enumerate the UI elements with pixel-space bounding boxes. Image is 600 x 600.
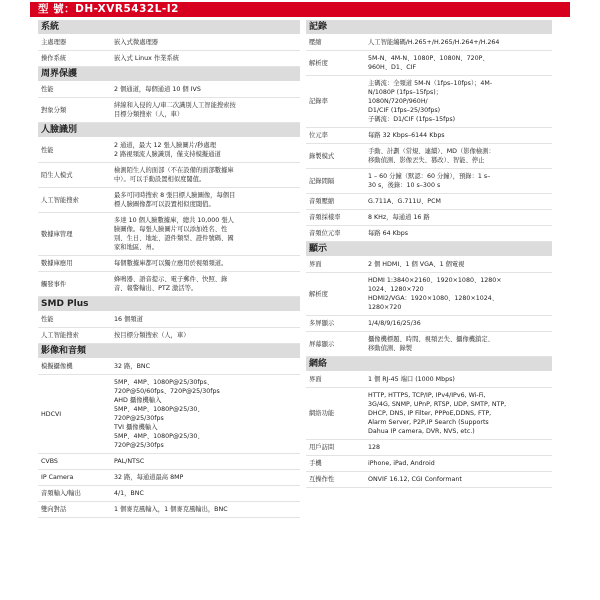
spec-row xyxy=(38,359,300,375)
spec-row xyxy=(38,188,300,213)
spec-label: 觸發事件 xyxy=(41,280,67,288)
spec-label: 解析度 xyxy=(309,59,328,67)
section-header: 網絡 xyxy=(306,357,552,371)
spec-value: 最多可同時搜索 8 張目標人臉圖像，每個目 標人臉圖像都可以設置相似度閾值。 xyxy=(114,192,236,208)
spec-row xyxy=(38,213,300,256)
spec-row xyxy=(306,316,552,332)
spec-label: 位元率 xyxy=(309,132,328,139)
spec-value: G.711A、G.711U、PCM xyxy=(368,198,441,205)
spec-value: 32 路，BNC xyxy=(114,363,151,370)
spec-value: 1 個麥克風輸入，1 個麥克風輸出，BNC xyxy=(114,506,228,513)
section-header: SMD Plus xyxy=(38,297,300,311)
spec-label: 陌生人模式 xyxy=(41,171,73,179)
spec-value: 5M-N、4M-N、1080P、1080N、720P、 960H、D1、CIF xyxy=(368,55,489,71)
spec-label: 性能 xyxy=(41,146,54,154)
spec-row xyxy=(306,472,552,488)
spec-label: HDCVI xyxy=(41,410,62,418)
spec-label: 界面 xyxy=(309,376,322,383)
spec-row xyxy=(306,76,552,128)
spec-label: 錄製模式 xyxy=(309,152,335,160)
spec-row xyxy=(306,388,552,440)
spec-row xyxy=(38,82,300,98)
spec-value: 攝像機標題、時間、視頻丟失、攝像機鎖定、 移動偵測、錄製 xyxy=(368,336,494,352)
spec-label: 操作系統 xyxy=(41,55,67,62)
section-header: 顯示 xyxy=(306,242,552,256)
spec-value: 嵌入式 Linux 作業系統 xyxy=(114,55,180,62)
spec-value: 嵌入式微處理器 xyxy=(114,39,159,46)
spec-row xyxy=(38,51,300,67)
spec-row xyxy=(38,502,300,518)
spec-value: iPhone, iPad, Android xyxy=(368,460,435,467)
spec-row xyxy=(38,272,300,297)
spec-label: 手機 xyxy=(309,460,322,467)
spec-row xyxy=(306,456,552,472)
section-header: 人臉識別 xyxy=(38,123,300,137)
spec-label: 性能 xyxy=(41,86,54,93)
spec-row xyxy=(38,98,300,123)
spec-row xyxy=(306,169,552,194)
spec-value: 手動、計劃（常規、連續）、MD（影像檢測： 移動偵測、影像丟失、篡改）、智能、停止 xyxy=(368,148,495,164)
spec-label: 人工智能搜索 xyxy=(41,196,79,204)
spec-row xyxy=(38,328,300,344)
spec-row xyxy=(38,35,300,51)
spec-row xyxy=(38,454,300,470)
spec-value: HTTP, HTTPS, TCP/IP, IPv4/IPv6, Wi-Fi, 3G/4G, SNMP, UPnP, RTSP, UDP, SMTP, NTP, DHCP, DNS, IP Filter, PPPoE,DDNS, FTP, Alarm Server, P2P,IP Search (Supports Dahua IP camera, DVR, NVS, etc.) xyxy=(368,392,507,435)
spec-row xyxy=(306,273,552,316)
spec-label: 互操作性 xyxy=(309,476,335,483)
spec-row xyxy=(38,486,300,502)
spec-label: 模擬攝像機 xyxy=(41,363,73,370)
spec-row xyxy=(306,226,552,242)
spec-value: 每個數據庫都可以獨立應用於視頻頻道。 xyxy=(114,260,228,267)
spec-label: 界面 xyxy=(309,261,322,268)
right-column xyxy=(306,20,552,488)
spec-label: 數據庫管理 xyxy=(41,230,73,238)
section-header: 周界保護 xyxy=(38,67,300,81)
spec-value: 128 xyxy=(368,444,381,451)
spec-value: 4/1，BNC xyxy=(114,490,144,497)
section-header: 記錄 xyxy=(306,20,552,34)
spec-value: 檢測陌生人的面部（不在設備的面部數據庫 中）。可以手動設置相似度閾值。 xyxy=(114,167,234,183)
spec-row xyxy=(38,163,300,188)
spec-value: 8 KHz，每通道 16 路 xyxy=(368,214,430,221)
spec-row xyxy=(306,210,552,226)
spec-value: 每路 32 Kbps–6144 Kbps xyxy=(368,132,445,139)
spec-row xyxy=(306,194,552,210)
spec-value: 每路 64 Kbps xyxy=(368,230,409,237)
spec-value: 蜂鳴器、語音提示、電子郵件、快照、錄 音、報警輸出、PTZ 激活等。 xyxy=(114,276,228,292)
spec-label: 性能 xyxy=(41,316,54,323)
spec-label: 記錄間隔 xyxy=(309,177,335,185)
spec-row xyxy=(306,35,552,51)
spec-row xyxy=(38,256,300,272)
spec-value: 絆線和入侵的人/車二次識別人工智能搜索按 目標分類搜索（人，車） xyxy=(114,102,236,118)
spec-label: 音頻位元率 xyxy=(309,230,341,237)
spec-value: 人工智能編碼/H.265+/H.265/H.264+/H.264 xyxy=(368,39,500,46)
spec-value: ONVIF 16.12, CGI Conformant xyxy=(368,476,462,483)
spec-label: 主處理器 xyxy=(41,39,67,46)
spec-label: 記錄率 xyxy=(309,98,328,105)
spec-value: 主碼流：全頻道 5M-N（1fps–10fps）；4M- N/1080P (1fps–15fps)； 1080N/720P/960H/ D1/CIF (1fps–25/30fps) 子碼流：D1/CIF (1fps–15fps) xyxy=(368,80,493,123)
spec-value: 2 個通道，每個通道 10 個 IVS xyxy=(114,86,201,93)
spec-value: 1 個 RJ-45 端口 (1000 Mbps) xyxy=(368,376,455,383)
spec-label: 壓縮 xyxy=(309,39,322,46)
section-header: 系統 xyxy=(38,20,300,34)
section-header: 影像和音頻 xyxy=(38,344,300,358)
spec-row xyxy=(38,375,300,454)
model-title: 型 號：DH-XVR5432L-I2 xyxy=(38,3,179,15)
spec-row xyxy=(306,144,552,169)
spec-label: 多屏顯示 xyxy=(309,320,335,327)
spec-row xyxy=(306,372,552,388)
spec-value: 按目標分類搜索（人，車） xyxy=(114,332,190,339)
spec-label: 音頻採樣率 xyxy=(309,214,341,221)
spec-label: 屏幕顯示 xyxy=(309,340,335,348)
spec-value: 2 個 HDMI、1 個 VGA、1 個電視 xyxy=(368,261,465,268)
left-column xyxy=(38,20,300,518)
spec-row xyxy=(38,138,300,163)
spec-label: 雙向對話 xyxy=(41,506,67,513)
spec-row xyxy=(38,312,300,328)
spec-row xyxy=(306,128,552,144)
spec-label: 解析度 xyxy=(309,290,328,298)
spec-label: 人工智能搜索 xyxy=(41,332,79,339)
spec-label: 數據庫應用 xyxy=(41,260,73,267)
spec-value: 1 – 60 分鐘（默認：60 分鐘），預錄：1 s– 30 s，後錄：10 s–300 s xyxy=(368,173,491,189)
spec-value: PAL/NTSC xyxy=(114,458,145,465)
spec-label: 用戶訪問 xyxy=(309,444,335,451)
spec-label: IP Camera xyxy=(41,474,74,481)
spec-row xyxy=(306,51,552,76)
spec-label: 音頻輸入/輸出 xyxy=(41,490,81,497)
spec-value: 多達 10 個人臉數據庫，總共 10,000 張人 臉圖像。每張人臉圖片可以添加姓名、性 別、生日、地址、證件類型、證件號碼、國 家和地區、州。 xyxy=(114,217,234,251)
spec-value: 32 路，每通道最高 8MP xyxy=(114,474,184,481)
spec-value: HDMI 1:3840×2160、1920×1080、1280× 1024、1280×720 HDMI2/VGA：1920×1080、1280×1024、 1280×720 xyxy=(368,277,502,311)
spec-row xyxy=(306,440,552,456)
spec-value: 16 個頻道 xyxy=(114,316,143,323)
spec-title-bar xyxy=(30,2,570,17)
spec-row xyxy=(306,257,552,273)
spec-label: 對象分類 xyxy=(41,106,67,114)
spec-label: 音頻壓縮 xyxy=(309,198,335,205)
spec-value: 1/4/8/9/16/25/36 xyxy=(368,320,421,327)
spec-label: CVBS xyxy=(41,458,58,465)
spec-row xyxy=(306,332,552,357)
spec-label: 網絡功能 xyxy=(309,410,335,417)
spec-value: 2 通道，最大 12 張人臉圖片/秒處理 2 路視頻流人臉識別，僅支持模擬通道 xyxy=(114,142,221,158)
spec-row xyxy=(38,470,300,486)
spec-value: 5MP、4MP、1080P@25/30fps、 720P@50/60fps、720P@25/30fps AHD 攝像機輸入 5MP、4MP、1080P@25/30、 720P@25/30fps TVI 攝像機輸入 5MP、4MP、1080P@25/30、 720P@25/30fps xyxy=(114,379,220,449)
